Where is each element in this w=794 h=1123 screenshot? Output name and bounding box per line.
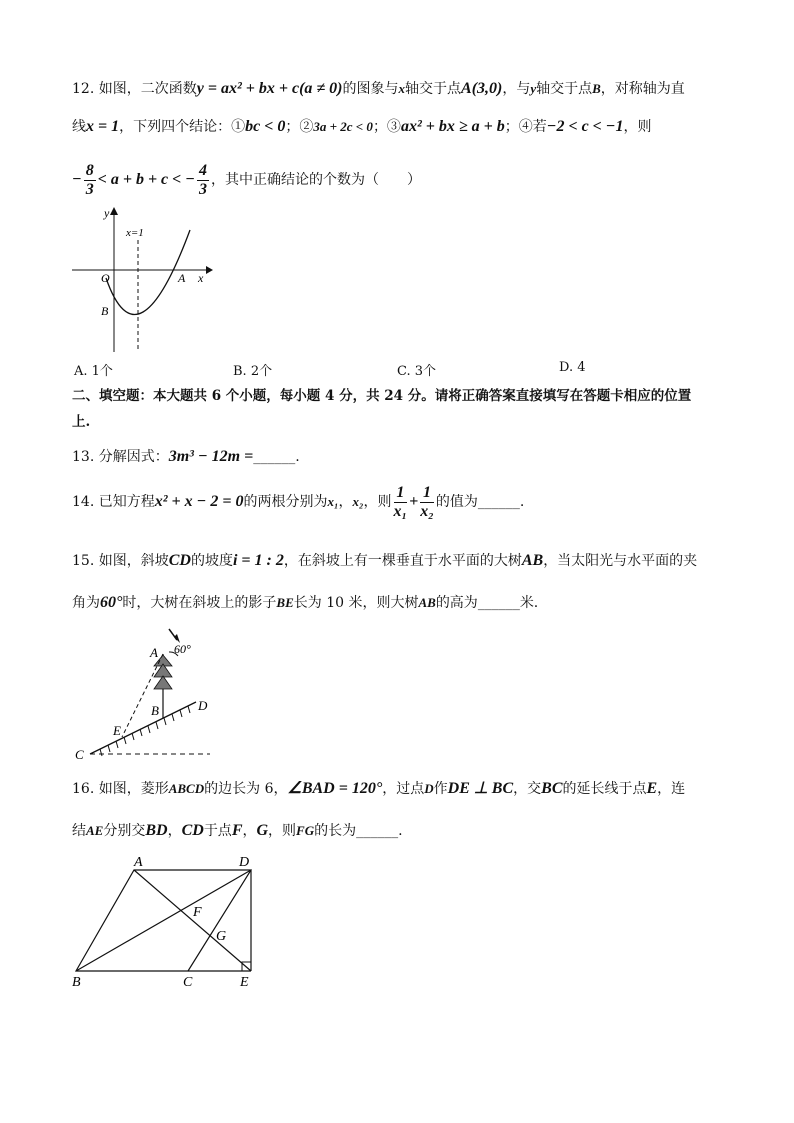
q15-line-2 — [72, 592, 538, 614]
q16-point-f: F — [231, 822, 243, 839]
q16-text: 16. 如图，菱形 — [72, 781, 169, 797]
fig-label-b: B — [151, 703, 159, 718]
q14-text: ， — [338, 494, 353, 510]
q14-plus: + — [409, 493, 419, 510]
q16-text: 作 — [433, 781, 448, 797]
q12-point-b: B — [592, 81, 601, 96]
q16-fg: FG — [296, 823, 315, 838]
fig-label-e: E — [240, 975, 249, 990]
q13-answer-blank: ______ — [253, 449, 296, 465]
q12-fraction-4-3 — [197, 162, 209, 199]
fig-label-a: A — [134, 855, 143, 870]
q15-text: 角为 — [72, 595, 100, 611]
q15-text: ，在斜坡上有一棵垂直于水平面的大树 — [283, 553, 522, 569]
q16-text: 的边长为 6， — [204, 781, 288, 797]
tree-layer-3 — [154, 676, 172, 689]
q16-text: ，交 — [513, 781, 542, 797]
q16-de-perp-bc: DE ⊥ BC — [447, 780, 514, 797]
q12-text: 轴交于点 — [536, 81, 593, 97]
q16-rhombus-figure — [62, 850, 272, 990]
q16-bc: BC — [541, 780, 563, 797]
q12-frac-num: 4 — [198, 161, 207, 179]
q13-expression: 3m³ − 12m = — [168, 448, 254, 465]
q15-text: ，当太阳光与水平面的夹 — [543, 553, 698, 569]
q12-text: ，对称轴为直 — [600, 81, 685, 97]
graph-point-a-label: A — [178, 271, 186, 285]
q16-cd: CD — [181, 822, 204, 839]
q14-text: 14. 已知方程 — [72, 494, 155, 510]
q12-conclusion-2: 3a + 2c < 0 — [313, 119, 373, 134]
q15-answer-blank: ______ — [477, 595, 520, 611]
q12-text: ，与 — [502, 81, 531, 97]
segment-ae — [134, 870, 251, 971]
q12-fraction-8-3 — [84, 162, 96, 199]
q16-point-e: E — [646, 780, 658, 797]
q15-text: 长为 10 米，则大树 — [293, 595, 419, 611]
q16-angle-bad: ∠BAD = 120° — [287, 780, 383, 797]
q12-frac-den: 3 — [85, 180, 94, 198]
q12-point-a: A(3,0) — [461, 80, 503, 97]
graph-point-b-label: B — [101, 304, 109, 318]
q16-text: 结 — [72, 823, 86, 839]
x-axis-arrow — [206, 266, 213, 274]
fig-label-a: A — [150, 645, 158, 660]
q12-inequality: < a + b + c < − — [97, 171, 195, 188]
graph-axis-label: x=1 — [126, 227, 144, 239]
q12-quadratic-equation: y = ax² + bx + c(a ≠ 0) — [196, 80, 343, 97]
q14-line — [72, 482, 524, 522]
q14-frac-num: 1 — [394, 484, 408, 503]
q16-text: ， — [242, 823, 257, 839]
q14-answer-blank: ______ — [477, 494, 520, 510]
q16-bd: BD — [145, 822, 168, 839]
q12-text: 12. 如图，二次函数 — [72, 81, 197, 97]
q12-text: 的图象与 — [342, 81, 399, 97]
q14-equation: x² + x − 2 = 0 — [154, 493, 244, 510]
q16-line-2 — [72, 820, 403, 842]
fig-label-c: C — [183, 975, 193, 990]
q15-angle: 60° — [100, 594, 123, 611]
q16-answer-blank: ______ — [356, 823, 399, 839]
fig-label-c: C — [75, 747, 84, 762]
q15-ab: AB — [418, 595, 436, 610]
graph-origin-label: O — [101, 271, 110, 285]
q15-slope-tree-figure — [70, 622, 230, 762]
q14-fraction-1 — [394, 484, 408, 521]
q16-point-d: D — [424, 781, 434, 796]
q16-line-1 — [72, 778, 685, 800]
diagonal-bd — [76, 870, 251, 971]
q15-slope-ratio: i = 1 : 2 — [232, 552, 284, 569]
q12-text: ；② — [285, 119, 314, 135]
q14-frac-num: 1 — [420, 484, 434, 503]
q15-be: BE — [276, 595, 294, 610]
q12-text: 线 — [72, 119, 86, 135]
q14-text: 的两根分别为 — [243, 494, 328, 510]
q12-option-c: C. 3个 — [397, 364, 437, 379]
q12-line-2 — [72, 116, 651, 138]
q12-text: ，则 — [623, 119, 652, 135]
q16-ae: AE — [86, 823, 104, 838]
y-axis-arrow — [110, 207, 118, 215]
q13-line — [72, 446, 300, 468]
q12-symmetry-axis: x = 1 — [86, 118, 120, 135]
q15-cd: CD — [168, 552, 191, 569]
q14-root-2: x₂ — [352, 494, 364, 509]
q14-root-1: x₁ — [327, 494, 339, 509]
q12-text: ；③ — [372, 119, 401, 135]
q12-frac-den: 3 — [198, 180, 207, 198]
graph-y-label: y — [104, 206, 110, 220]
fig-label-f: F — [193, 905, 202, 920]
fig-label-d: D — [239, 855, 250, 870]
q12-text: ，其中正确结论的个数为（ ） — [210, 172, 421, 188]
q12-option-d: D. 4 — [559, 360, 586, 375]
q16-text: 的延长线于点 — [562, 781, 647, 797]
section-2-heading-cont: 上. — [72, 414, 91, 430]
q15-ab: AB — [521, 552, 544, 569]
q14-text: ，则 — [363, 494, 392, 510]
q12-parabola-figure — [60, 200, 220, 360]
q15-line-1 — [72, 550, 697, 572]
q12-option-b: B. 2个 — [233, 364, 273, 379]
q12-text: ，下列四个结论：① — [119, 119, 246, 135]
q16-text: ，过点 — [382, 781, 425, 797]
q12-x-var: x — [398, 81, 406, 96]
q16-text: ， — [167, 823, 182, 839]
q16-text: 的长为 — [314, 823, 357, 839]
q12-line-1 — [72, 78, 685, 100]
fig-angle-60: 60° — [174, 642, 191, 656]
q15-text: 时，大树在斜坡上的影子 — [122, 595, 277, 611]
q12-text: 轴交于点 — [405, 81, 462, 97]
q12-text: ；④若 — [504, 119, 547, 135]
q16-text: 于点 — [203, 823, 232, 839]
q15-text: 15. 如图，斜坡 — [72, 553, 169, 569]
q15-text: 的坡度 — [190, 553, 233, 569]
q16-text: 分别交 — [103, 823, 146, 839]
q14-frac-den: x₂ — [420, 502, 434, 520]
q14-fraction-2 — [420, 484, 434, 521]
q16-text: ，连 — [657, 781, 686, 797]
q12-minus: − — [72, 171, 82, 188]
q12-conclusion-4: −2 < c < −1 — [546, 118, 624, 135]
graph-x-label: x — [198, 271, 204, 285]
q15-text: 米. — [519, 595, 539, 611]
q14-frac-den: x₁ — [393, 502, 408, 520]
q12-line-3 — [72, 160, 421, 200]
fig-label-g: G — [216, 929, 227, 944]
fig-label-b: B — [72, 975, 81, 990]
section-2-heading: 二、填空题：本大题共 6 个小题，每小题 4 分，共 24 分。请将正确答案直接填写在答题卡相应的位置 — [72, 388, 692, 404]
q12-frac-num: 8 — [85, 161, 94, 179]
q15-text: 的高为 — [435, 595, 478, 611]
q12-conclusion-1: bc < 0 — [245, 118, 286, 135]
q16-point-g: G — [256, 822, 269, 839]
q12-conclusion-3: ax² + bx ≥ a + b — [400, 118, 505, 135]
q12-y-var: y — [530, 81, 537, 96]
q14-text: 的值为 — [435, 494, 478, 510]
q14-text: . — [519, 494, 525, 510]
q13-text: 13. 分解因式： — [72, 449, 169, 465]
slope-cd — [90, 702, 196, 754]
fig-label-e: E — [113, 723, 121, 738]
q16-text: ，则 — [268, 823, 297, 839]
q13-text: . — [295, 449, 300, 465]
q12-option-a: A. 1个 — [74, 364, 113, 379]
q16-rhombus-abcd: ABCD — [168, 781, 205, 796]
fig-label-d: D — [198, 698, 208, 713]
q16-text: . — [398, 823, 403, 839]
